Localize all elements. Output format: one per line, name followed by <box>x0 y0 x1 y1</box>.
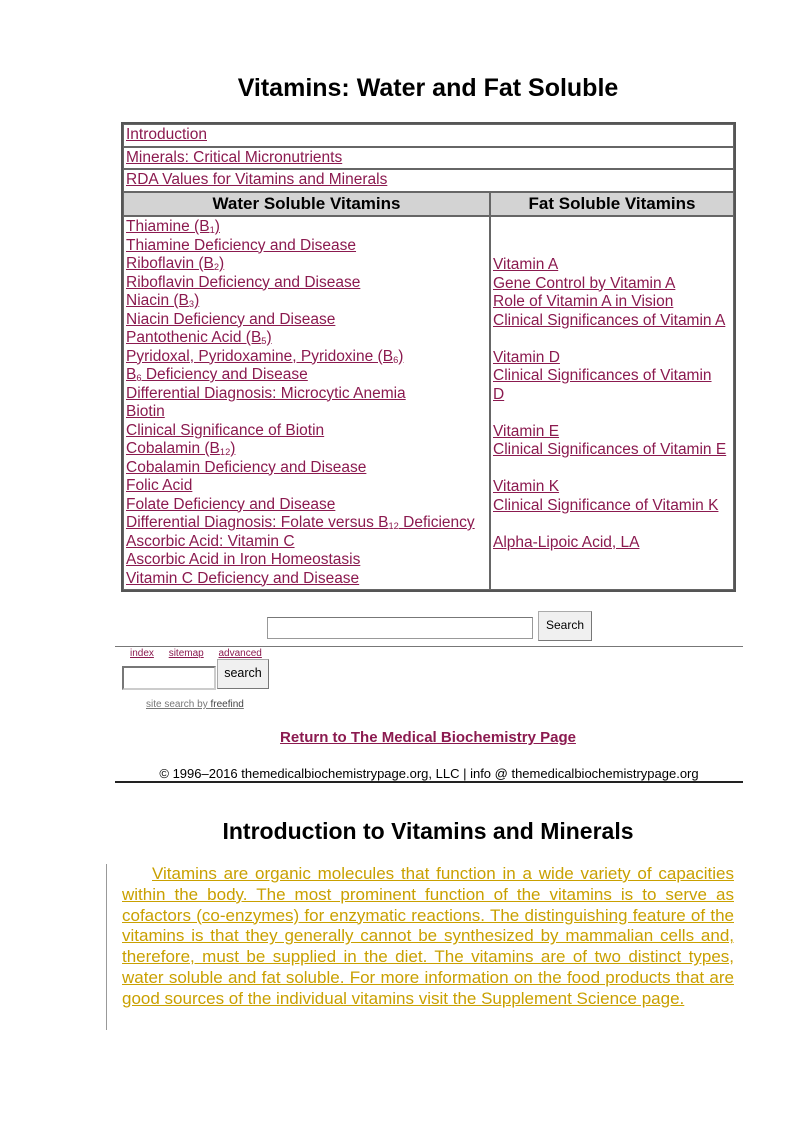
link-b6-deficiency[interactable]: $B_6$ Deficiency and Disease <box>126 366 308 383</box>
link-microcytic-anemia[interactable]: Differential Diagnosis: Microcytic Anemia <box>126 384 406 402</box>
link-cobalamin-deficiency[interactable]: Cobalamin Deficiency and Disease <box>126 458 367 476</box>
link-vitamin-c-deficiency[interactable]: Vitamin C Deficiency and Disease <box>126 569 360 587</box>
link-folic-acid[interactable]: Folic Acid <box>126 477 193 494</box>
header-water-soluble: Water Soluble Vitamins <box>123 192 490 217</box>
freefind-sitemap-link[interactable]: sitemap <box>168 648 204 659</box>
link-rda-values[interactable]: RDA Values for Vitamins and Minerals <box>126 171 388 188</box>
link-vitamin-e[interactable]: Vitamin E <box>493 422 560 440</box>
link-pyridoxal[interactable]: Pyridoxal, Pyridoxamine, Pyridoxine $(B_6)$ <box>126 347 404 365</box>
link-clinical-vitamin-k[interactable]: Clinical Significance of Vitamin K <box>493 496 719 514</box>
freefind-search-button[interactable]: search <box>217 659 269 689</box>
freefind-advanced-link[interactable]: advanced <box>218 648 262 659</box>
intro-heading: Introduction to Vitamins and Minerals <box>222 818 634 844</box>
search-input[interactable] <box>267 617 533 639</box>
link-ascorbic-acid[interactable]: Ascorbic Acid: Vitamin C <box>126 532 295 550</box>
link-folate-vs-b12[interactable]: Differential Diagnosis: Folate versus $B_{12}$ Deficiency <box>126 514 475 531</box>
link-riboflavin[interactable]: Riboflavin $(B_2)$ <box>126 255 225 272</box>
link-cobalamin[interactable]: Cobalamin $(B_{12})$ <box>126 440 236 457</box>
link-clinical-vitamin-e[interactable]: Clinical Significances of Vitamin E <box>493 441 727 458</box>
link-introduction[interactable]: Introduction <box>126 126 207 143</box>
freefind-nav <box>130 648 274 659</box>
water-soluble-column <box>123 216 490 590</box>
link-riboflavin-deficiency[interactable]: Riboflavin Deficiency and Disease <box>126 273 361 291</box>
link-thiamine-deficiency[interactable]: Thiamine Deficiency and Disease <box>126 236 357 254</box>
link-thiamine[interactable]: Thiamine $(B_1)$ <box>126 218 220 235</box>
intro-paragraph <box>122 864 734 1010</box>
divider-footer <box>115 781 743 783</box>
freefind-credit-link[interactable]: site search by freefind <box>146 699 244 710</box>
link-gene-control-vitamin-a[interactable]: Gene Control by Vitamin A <box>493 274 676 292</box>
link-clinical-vitamin-d[interactable]: Clinical Significances of Vitamin D <box>493 367 712 403</box>
freefind-index-link[interactable]: index <box>130 648 154 659</box>
freefind-search-input[interactable] <box>122 666 216 690</box>
link-vitamin-a-vision[interactable]: Role of Vitamin A in Vision <box>493 293 674 310</box>
header-fat-soluble: Fat Soluble Vitamins <box>490 192 734 217</box>
link-minerals[interactable]: Minerals: Critical Micronutrients <box>126 148 343 166</box>
freefind-credit <box>146 699 244 710</box>
link-alpha-lipoic-acid[interactable]: Alpha-Lipoic Acid, LA <box>493 533 640 551</box>
link-pantothenic-acid[interactable]: Pantothenic Acid $(B_5)$ <box>126 329 272 346</box>
link-vitamin-d[interactable]: Vitamin D <box>493 348 560 366</box>
link-vitamin-a[interactable]: Vitamin A <box>493 256 559 273</box>
quote-bar <box>106 864 107 1030</box>
return-link-container <box>0 729 800 746</box>
link-folate-deficiency[interactable]: Folate Deficiency and Disease <box>126 495 336 513</box>
link-niacin-deficiency[interactable]: Niacin Deficiency and Disease <box>126 310 336 328</box>
link-vitamin-k[interactable]: Vitamin K <box>493 478 560 495</box>
return-link[interactable]: Return to The Medical Biochemistry Page <box>280 729 576 746</box>
link-ascorbic-iron[interactable]: Ascorbic Acid in Iron Homeostasis <box>126 551 361 568</box>
link-biotin-significance[interactable]: Clinical Significance of Biotin <box>126 421 325 439</box>
search-button[interactable]: Search <box>538 611 592 641</box>
link-biotin[interactable]: Biotin <box>126 403 165 420</box>
vitamins-table <box>121 122 736 592</box>
link-clinical-vitamin-a[interactable]: Clinical Significances of Vitamin A <box>493 311 726 329</box>
fat-soluble-column <box>490 216 734 590</box>
link-niacin[interactable]: Niacin $(B_3)$ <box>126 292 200 309</box>
intro-text-link[interactable]: Vitamins are organic molecules that function in a wide variety of capacities within the body. The most prominent function of the vitamins is to serve as cofactors (co-enzymes) for enzymatic reactions. The distinguishing feature of the vitamins is that they generally cannot be synthesized by mammalian cells and, therefore, must be supplied in the diet. The vitamins are of two distinct types, water soluble and fat soluble. For more information on the food products that are good sources of the individual vitamins visit the Supplement Science page. <box>122 864 734 1008</box>
copyright: © 1996–2016 themedicalbiochemistrypage.org, LLC | info @ themedicalbiochemistrypage.org <box>159 766 699 781</box>
page-title: Vitamins: Water and Fat Soluble <box>237 74 619 102</box>
divider <box>115 646 743 647</box>
